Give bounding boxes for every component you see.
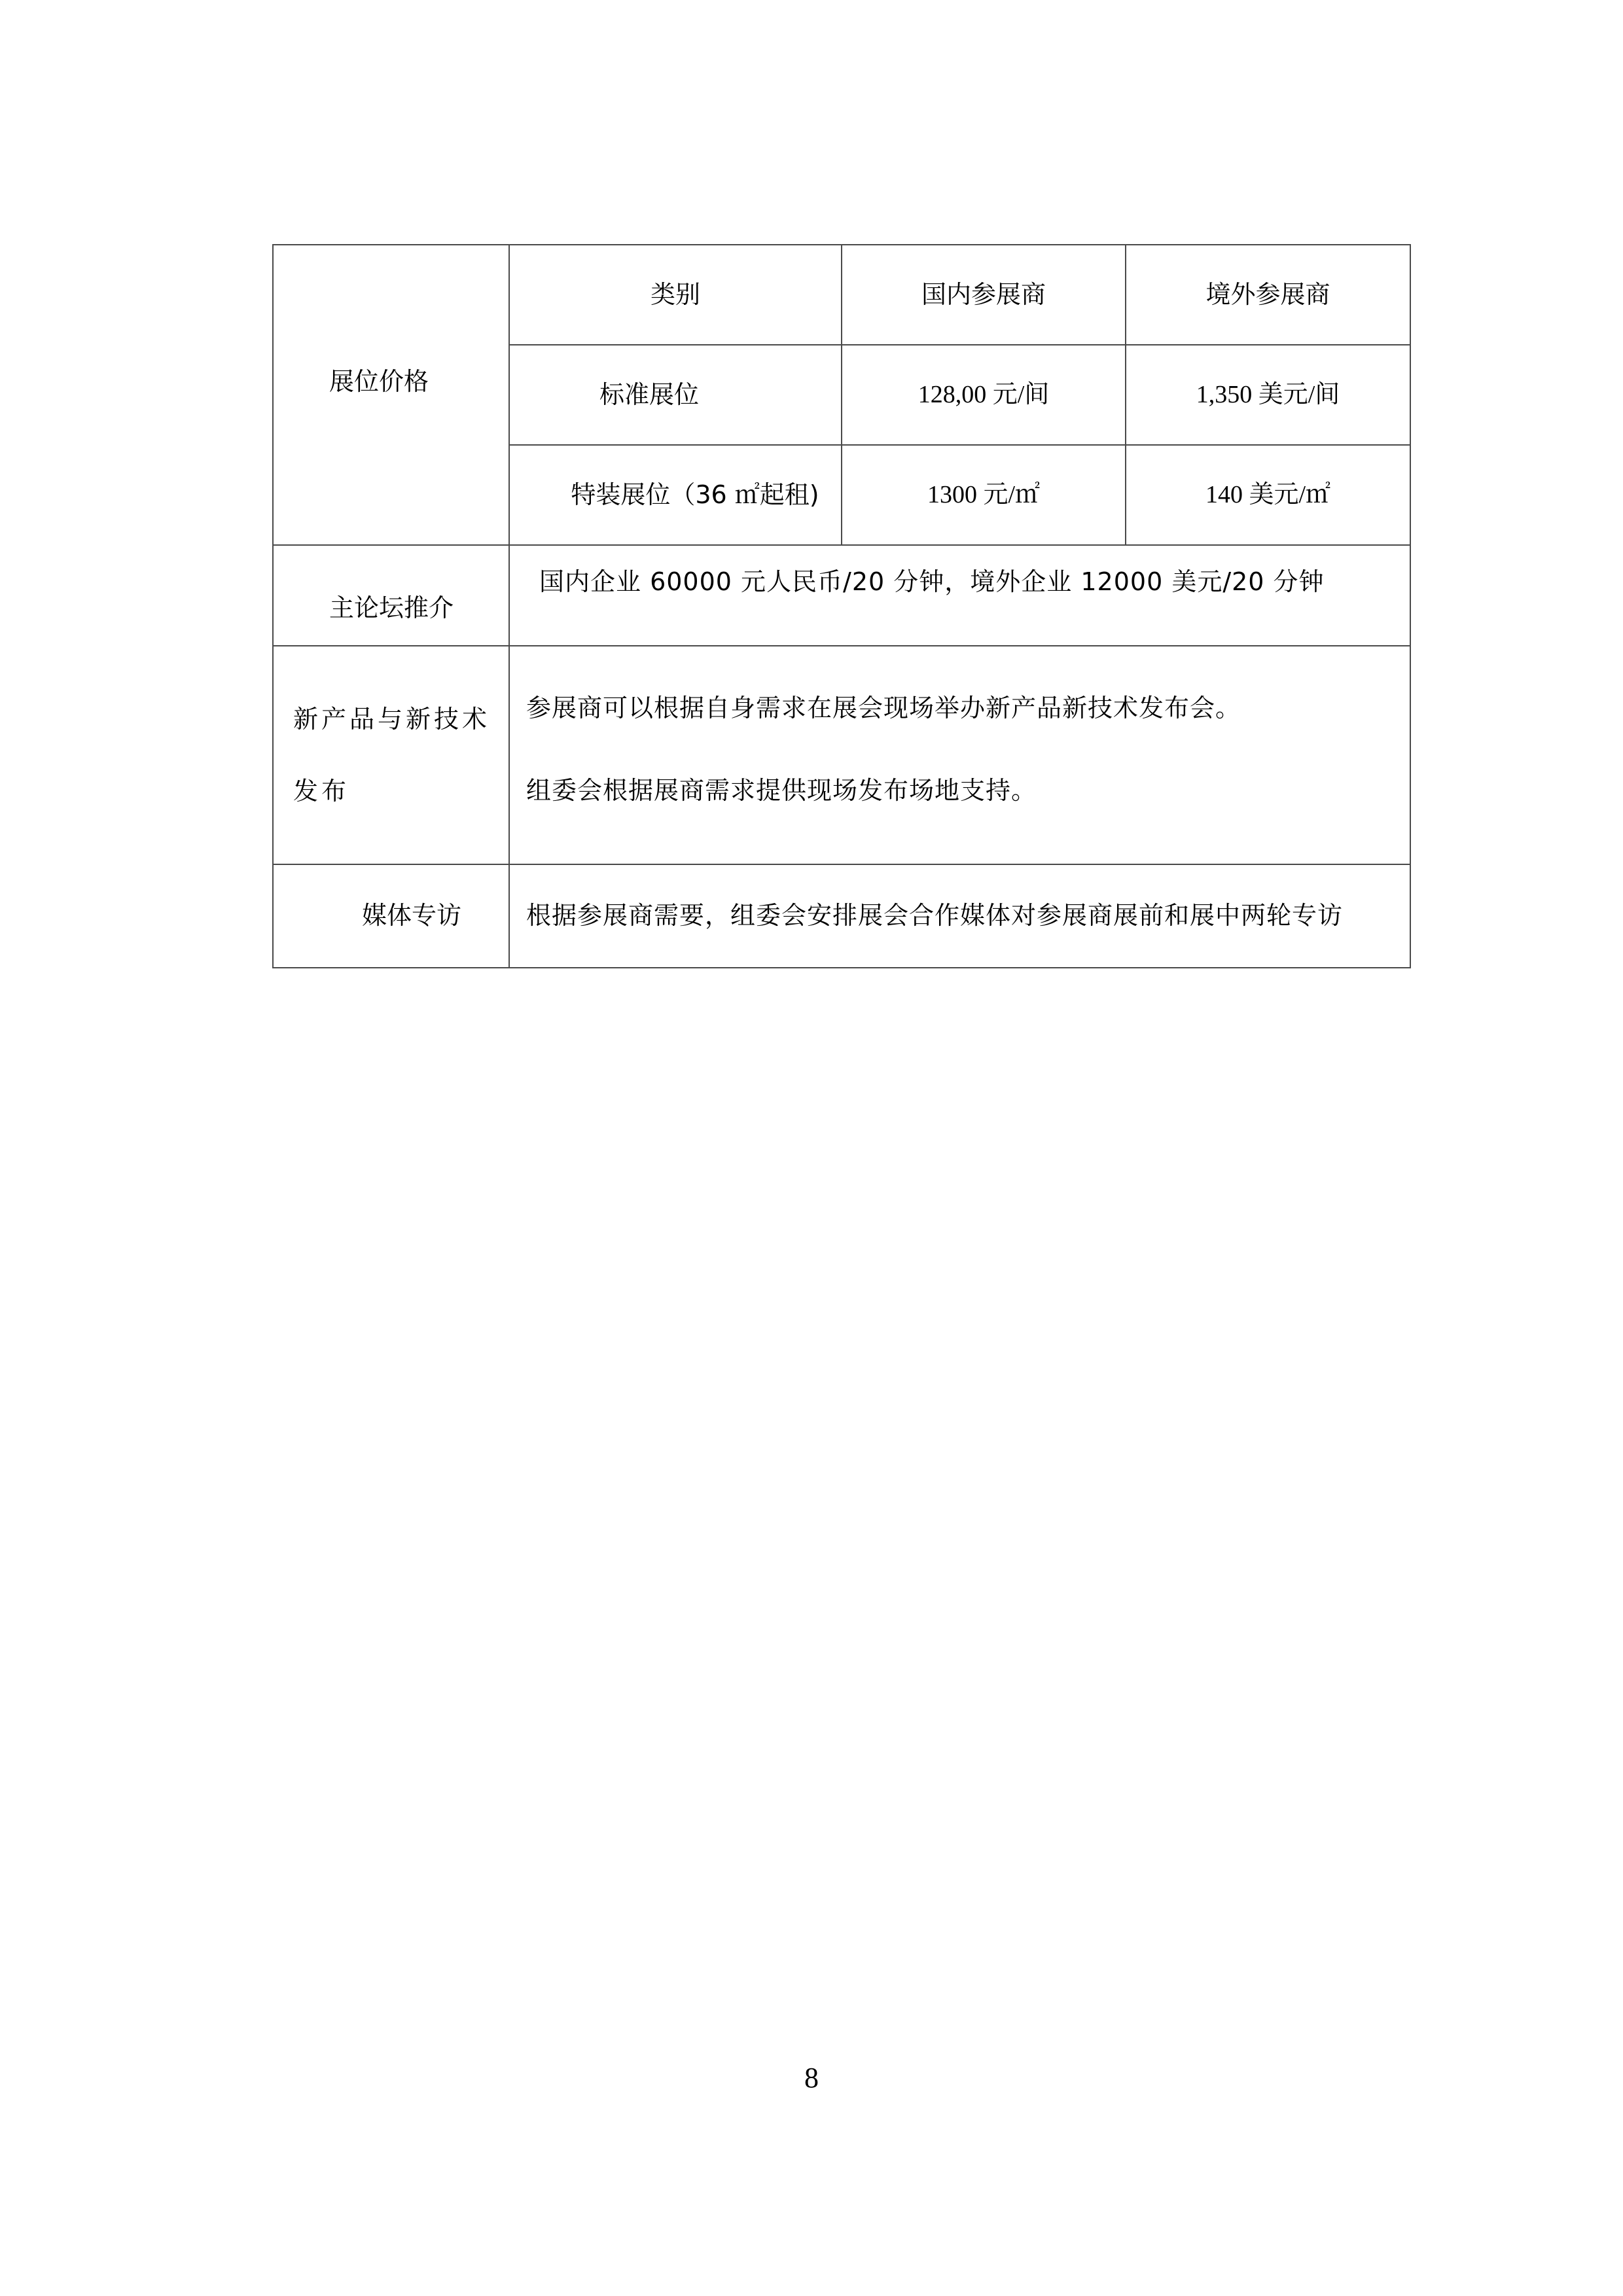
product-launch-label: 新产品与新技术发布 [273,646,509,864]
page-number: 8 [804,2062,819,2094]
overseas-exhibitor-header: 境外参展商 [1126,245,1410,345]
product-launch-line-2: 组委会根据展商需求提供现场发布场地支持。 [526,775,1037,805]
special-booth-overseas-price: 140 美元/㎡ [1126,445,1410,545]
product-launch-text [509,646,1410,864]
launch-row [273,646,1410,864]
forum-row [273,545,1410,646]
special-booth-label: 特装展位（36 ㎡起租) [509,445,842,545]
standard-booth-domestic-price: 128,00 元/间 [842,345,1126,445]
category-header: 类别 [509,245,842,345]
media-row [273,864,1410,968]
price-header-row [273,245,1410,345]
exhibition-info-table [272,244,1411,968]
standard-booth-label: 标准展位 [509,345,842,445]
domestic-exhibitor-header: 国内参展商 [842,245,1126,345]
media-interview-text: 根据参展商需要，组委会安排展会合作媒体对参展商展前和展中两轮专访 [509,864,1410,968]
main-forum-label: 主论坛推介 [273,545,509,646]
product-launch-line-1: 参展商可以根据自身需求在展会现场举办新产品新技术发布会。 [526,694,1241,722]
media-interview-label: 媒体专访 [273,864,509,968]
special-booth-domestic-price: 1300 元/㎡ [842,445,1126,545]
booth-price-label: 展位价格 [273,245,509,545]
standard-booth-overseas-price: 1,350 美元/间 [1126,345,1410,445]
main-forum-text: 国内企业 60000 元人民币/20 分钟，境外企业 12000 美元/20 分钟 [509,545,1410,646]
